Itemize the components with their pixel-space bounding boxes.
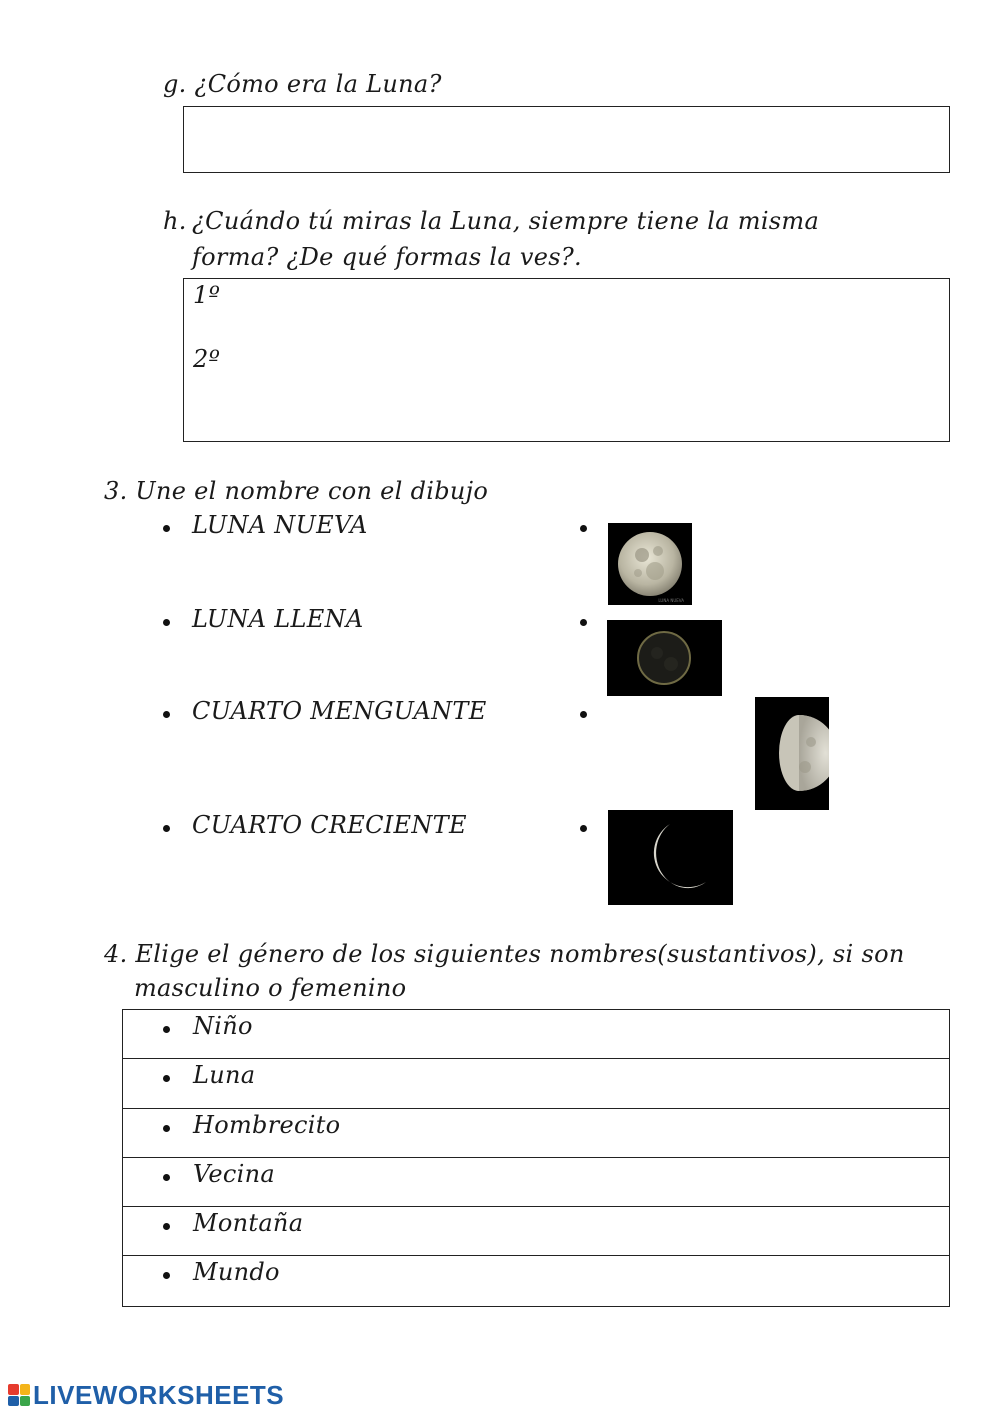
waning-quarter-photo[interactable] xyxy=(755,697,829,810)
bullet xyxy=(163,1125,170,1132)
answer-h-second: 2º xyxy=(193,345,221,373)
table-row[interactable] xyxy=(123,1059,949,1108)
full-moon-photo[interactable] xyxy=(608,523,692,605)
bullet xyxy=(163,1272,170,1279)
answer-box-g[interactable] xyxy=(183,106,950,173)
match-dot-1[interactable] xyxy=(580,525,587,532)
question-h-letter: h. xyxy=(163,207,187,235)
logo-squares-icon xyxy=(8,1384,30,1406)
liveworksheets-logo[interactable] xyxy=(8,1380,284,1410)
bullet xyxy=(163,825,170,832)
table-row[interactable] xyxy=(123,1256,949,1305)
section4-title-line2: masculino o femenino xyxy=(134,974,407,1002)
match-dot-2[interactable] xyxy=(580,619,587,626)
logo-square-blue xyxy=(8,1396,19,1407)
bullet xyxy=(163,1026,170,1033)
match-item-cuarto-menguante[interactable]: CUARTO MENGUANTE xyxy=(192,697,487,725)
photo-caption: LUNA NUEVA xyxy=(658,598,684,603)
word-luna: Luna xyxy=(193,1061,256,1090)
word-nino: Niño xyxy=(193,1012,253,1040)
logo-text: LIVEWORKSHEETS xyxy=(33,1379,285,1410)
word-mundo: Mundo xyxy=(193,1258,280,1287)
answer-h-first: 1º xyxy=(193,281,221,309)
word-montana: Montaña xyxy=(193,1209,304,1238)
table-row[interactable] xyxy=(123,1010,949,1059)
table-row[interactable] xyxy=(123,1207,949,1256)
match-dot-3[interactable] xyxy=(580,711,587,718)
word-vecina: Vecina xyxy=(193,1159,276,1188)
match-item-cuarto-creciente[interactable]: CUARTO CRECIENTE xyxy=(192,811,467,839)
gender-table xyxy=(122,1009,950,1307)
bullet xyxy=(163,711,170,718)
bullet xyxy=(163,1075,170,1082)
waxing-crescent-photo[interactable] xyxy=(608,810,733,905)
bullet xyxy=(163,525,170,532)
logo-square-green xyxy=(20,1396,31,1407)
match-item-luna-nueva[interactable]: LUNA NUEVA xyxy=(192,511,368,539)
logo-square-red xyxy=(8,1384,19,1395)
bullet xyxy=(163,1223,170,1230)
question-h-line2: forma? ¿De qué formas la ves?. xyxy=(192,243,582,271)
section4-title-line1: 4. Elige el género de los siguientes nombres(sustantivos), si son xyxy=(104,940,905,968)
logo-square-yellow xyxy=(20,1384,31,1395)
match-dot-4[interactable] xyxy=(580,825,587,832)
question-h-line1: ¿Cuándo tú miras la Luna, siempre tiene la misma xyxy=(192,207,820,235)
match-item-luna-llena[interactable]: LUNA LLENA xyxy=(192,605,364,633)
table-row[interactable] xyxy=(123,1109,949,1158)
question-g-letter: g. xyxy=(163,70,187,98)
section3-title: 3. Une el nombre con el dibujo xyxy=(104,477,489,505)
new-moon-photo[interactable] xyxy=(607,620,722,696)
table-row[interactable] xyxy=(123,1158,949,1207)
bullet xyxy=(163,619,170,626)
word-hombrecito: Hombrecito xyxy=(193,1110,341,1139)
question-g-label xyxy=(163,70,442,98)
answer-box-h[interactable] xyxy=(183,278,950,442)
bullet xyxy=(163,1174,170,1181)
question-g-text: ¿Cómo era la Luna? xyxy=(194,70,442,98)
